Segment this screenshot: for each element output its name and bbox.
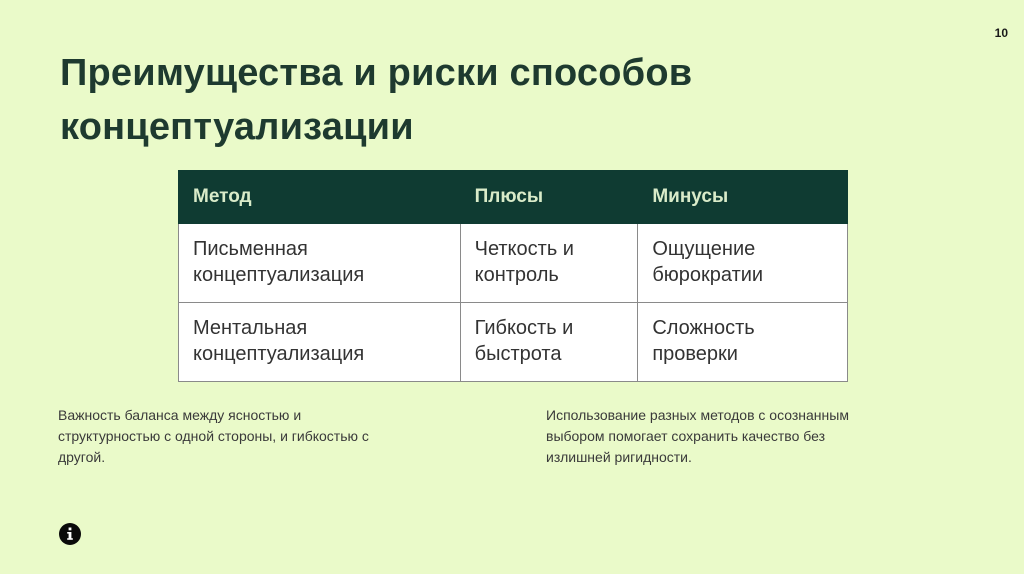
- table-row: [179, 303, 848, 382]
- note-right: [546, 405, 946, 468]
- page-number: 10: [994, 26, 1008, 40]
- table-cell-method: [179, 303, 461, 382]
- cell-line: Письменная: [193, 238, 308, 260]
- note-line: Важность баланса между ясностью и: [58, 407, 302, 423]
- table-cell-cons: [638, 303, 848, 382]
- table-row: [179, 224, 848, 303]
- cell-line: быстрота: [474, 343, 562, 365]
- header-cons: Минусы: [638, 171, 848, 224]
- cell-line: Гибкость и: [474, 317, 574, 339]
- comparison-table: [178, 170, 848, 382]
- cell-line: контроль: [474, 264, 559, 286]
- note-line: структурностью с одной стороны, и гибкостью с: [58, 428, 369, 444]
- cell-line: Четкость и: [474, 238, 574, 260]
- table-cell-cons: [638, 224, 848, 303]
- cell-line: Сложность: [652, 317, 755, 339]
- cell-line: Ощущение: [652, 238, 756, 260]
- note-line: Использование разных методов с осознанным: [546, 407, 849, 423]
- page-title: [60, 46, 820, 154]
- note-line: выбором помогает сохранить качество без: [546, 428, 826, 444]
- table-cell-pros: [460, 303, 638, 382]
- note-line: другой.: [58, 449, 106, 465]
- table-header-row: [179, 171, 848, 224]
- cell-line: бюрократии: [652, 264, 764, 286]
- table-cell-method: [179, 224, 461, 303]
- table-cell-pros: [460, 224, 638, 303]
- note-left: [58, 405, 458, 468]
- cell-line: концептуализация: [193, 343, 365, 365]
- info-icon[interactable]: [58, 522, 82, 546]
- header-method: Метод: [179, 171, 461, 224]
- header-pros: Плюсы: [460, 171, 638, 224]
- title-line-2: концептуализации: [60, 106, 414, 148]
- title-line-1: Преимущества и риски способов: [60, 52, 693, 94]
- note-line: излишней ригидности.: [546, 449, 692, 465]
- cell-line: концептуализация: [193, 264, 365, 286]
- cell-line: Ментальная: [193, 317, 308, 339]
- cell-line: проверки: [652, 343, 738, 365]
